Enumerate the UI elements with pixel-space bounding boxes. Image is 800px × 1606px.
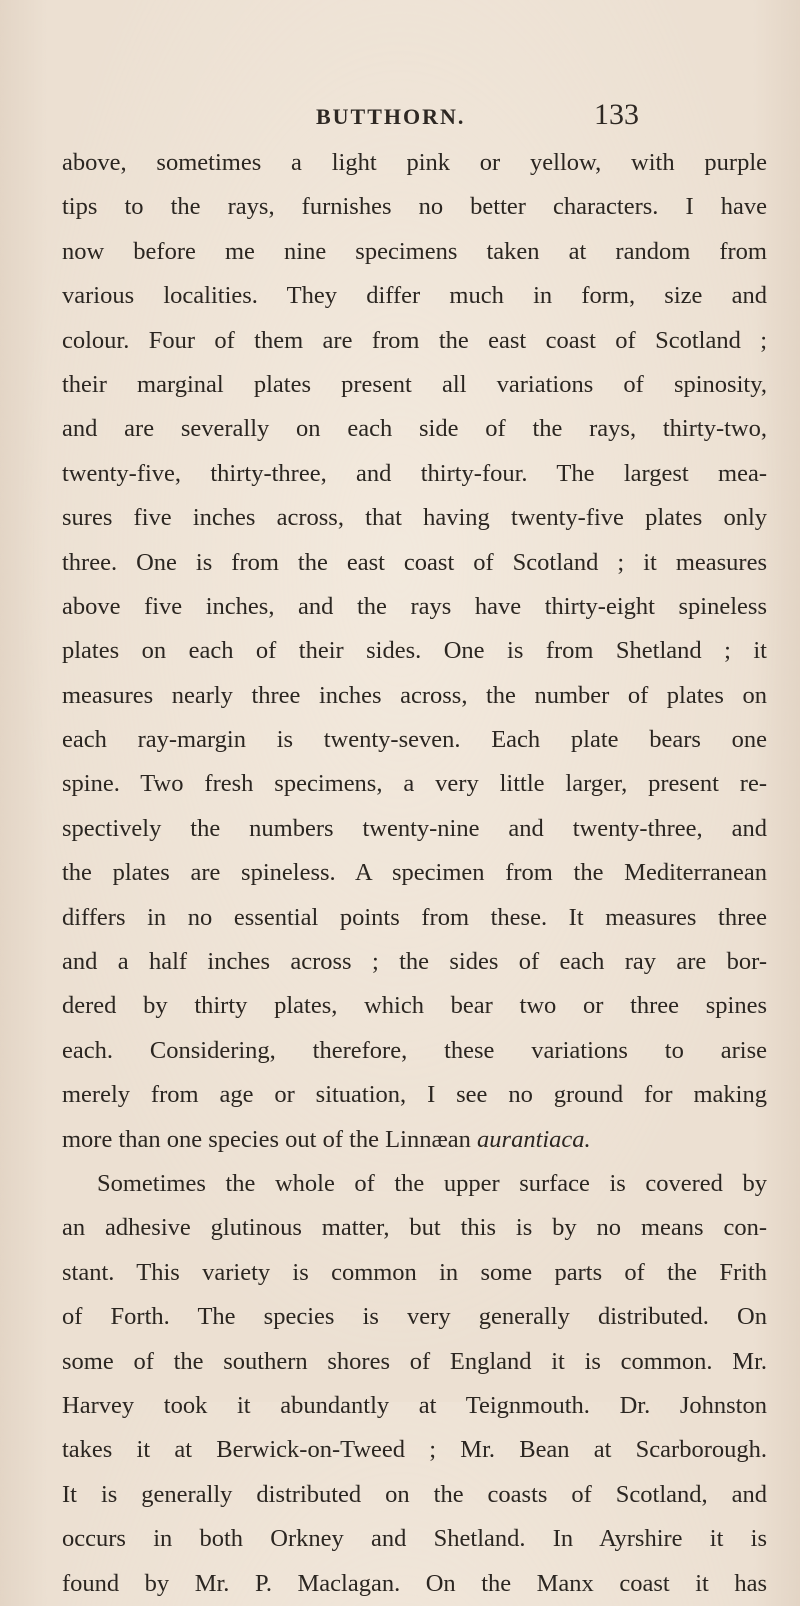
running-title: BUTTHORN. <box>316 104 466 129</box>
text-line: an adhesive glutinous matter, but this is by no means con- <box>62 1214 767 1242</box>
text-line: three. One is from the east coast of Scotland ; it measures <box>62 548 767 576</box>
page-number: 133 <box>594 98 639 131</box>
text-line: now before me nine specimens taken at random from <box>62 237 767 265</box>
text-line: spine. Two fresh specimens, a very little larger, present re- <box>62 770 767 798</box>
text-line: each ray-margin is twenty-seven. Each plate bears one <box>62 726 767 754</box>
text-line: their marginal plates present all variations of spinosity, <box>62 370 767 398</box>
text-line: It is generally distributed on the coasts of Scotland, and <box>62 1480 767 1508</box>
text-line: plates on each of their sides. One is from Shetland ; it <box>62 637 767 665</box>
running-head <box>0 98 800 144</box>
text-line: dered by thirty plates, which bear two or three spines <box>62 992 767 1020</box>
text-line: measures nearly three inches across, the number of plates on <box>62 681 767 709</box>
text-line: sures five inches across, that having twenty-five plates only <box>62 504 767 532</box>
text-line: some of the southern shores of England it is common. Mr. <box>62 1347 767 1375</box>
text-line: and are severally on each side of the rays, thirty-two, <box>62 415 767 443</box>
text-line: above five inches, and the rays have thirty-eight spineless <box>62 592 767 620</box>
text-line: twenty-five, thirty-three, and thirty-four. The largest mea- <box>62 459 767 487</box>
text-line: merely from age or situation, I see no ground for making <box>62 1081 767 1109</box>
text-line: each. Considering, therefore, these variations to arise <box>62 1036 767 1064</box>
text-line: spectively the numbers twenty-nine and twenty-three, and <box>62 814 767 842</box>
text-line: above, sometimes a light pink or yellow, with purple <box>62 149 767 176</box>
text-line: colour. Four of them are from the east coast of Scotland ; <box>62 326 767 354</box>
text-line: occurs in both Orkney and Shetland. In Ayrshire it is <box>62 1525 767 1553</box>
text-line: takes it at Berwick-on-Tweed ; Mr. Bean at Scarborough. <box>62 1436 767 1464</box>
text-line: tips to the rays, furnishes no better characters. I have <box>62 193 767 221</box>
text-line-paragraph-end <box>62 1118 767 1162</box>
text-line: found by Mr. P. Maclagan. On the Manx coast it has <box>62 1569 767 1597</box>
text-line: differs in no essential points from these. It measures three <box>62 903 767 931</box>
text-line: of Forth. The species is very generally distributed. On <box>62 1303 767 1331</box>
text-line: various localities. They differ much in form, size and <box>62 282 767 310</box>
species-name-italic: aurantiaca. <box>477 1125 591 1153</box>
text-line: Harvey took it abundantly at Teignmouth. Dr. Johnston <box>62 1391 767 1419</box>
text-line: the plates are spineless. A specimen from the Mediterranean <box>62 859 767 887</box>
text-line: stant. This variety is common in some parts of the Frith <box>62 1258 767 1286</box>
text-fragment: more than one species out of the Linnæan <box>62 1125 478 1153</box>
body-text <box>62 141 767 1606</box>
text-line: and a half inches across ; the sides of each ray are bor- <box>62 948 767 976</box>
text-line-paragraph-start: Sometimes the whole of the upper surface is covered by <box>97 1169 767 1197</box>
